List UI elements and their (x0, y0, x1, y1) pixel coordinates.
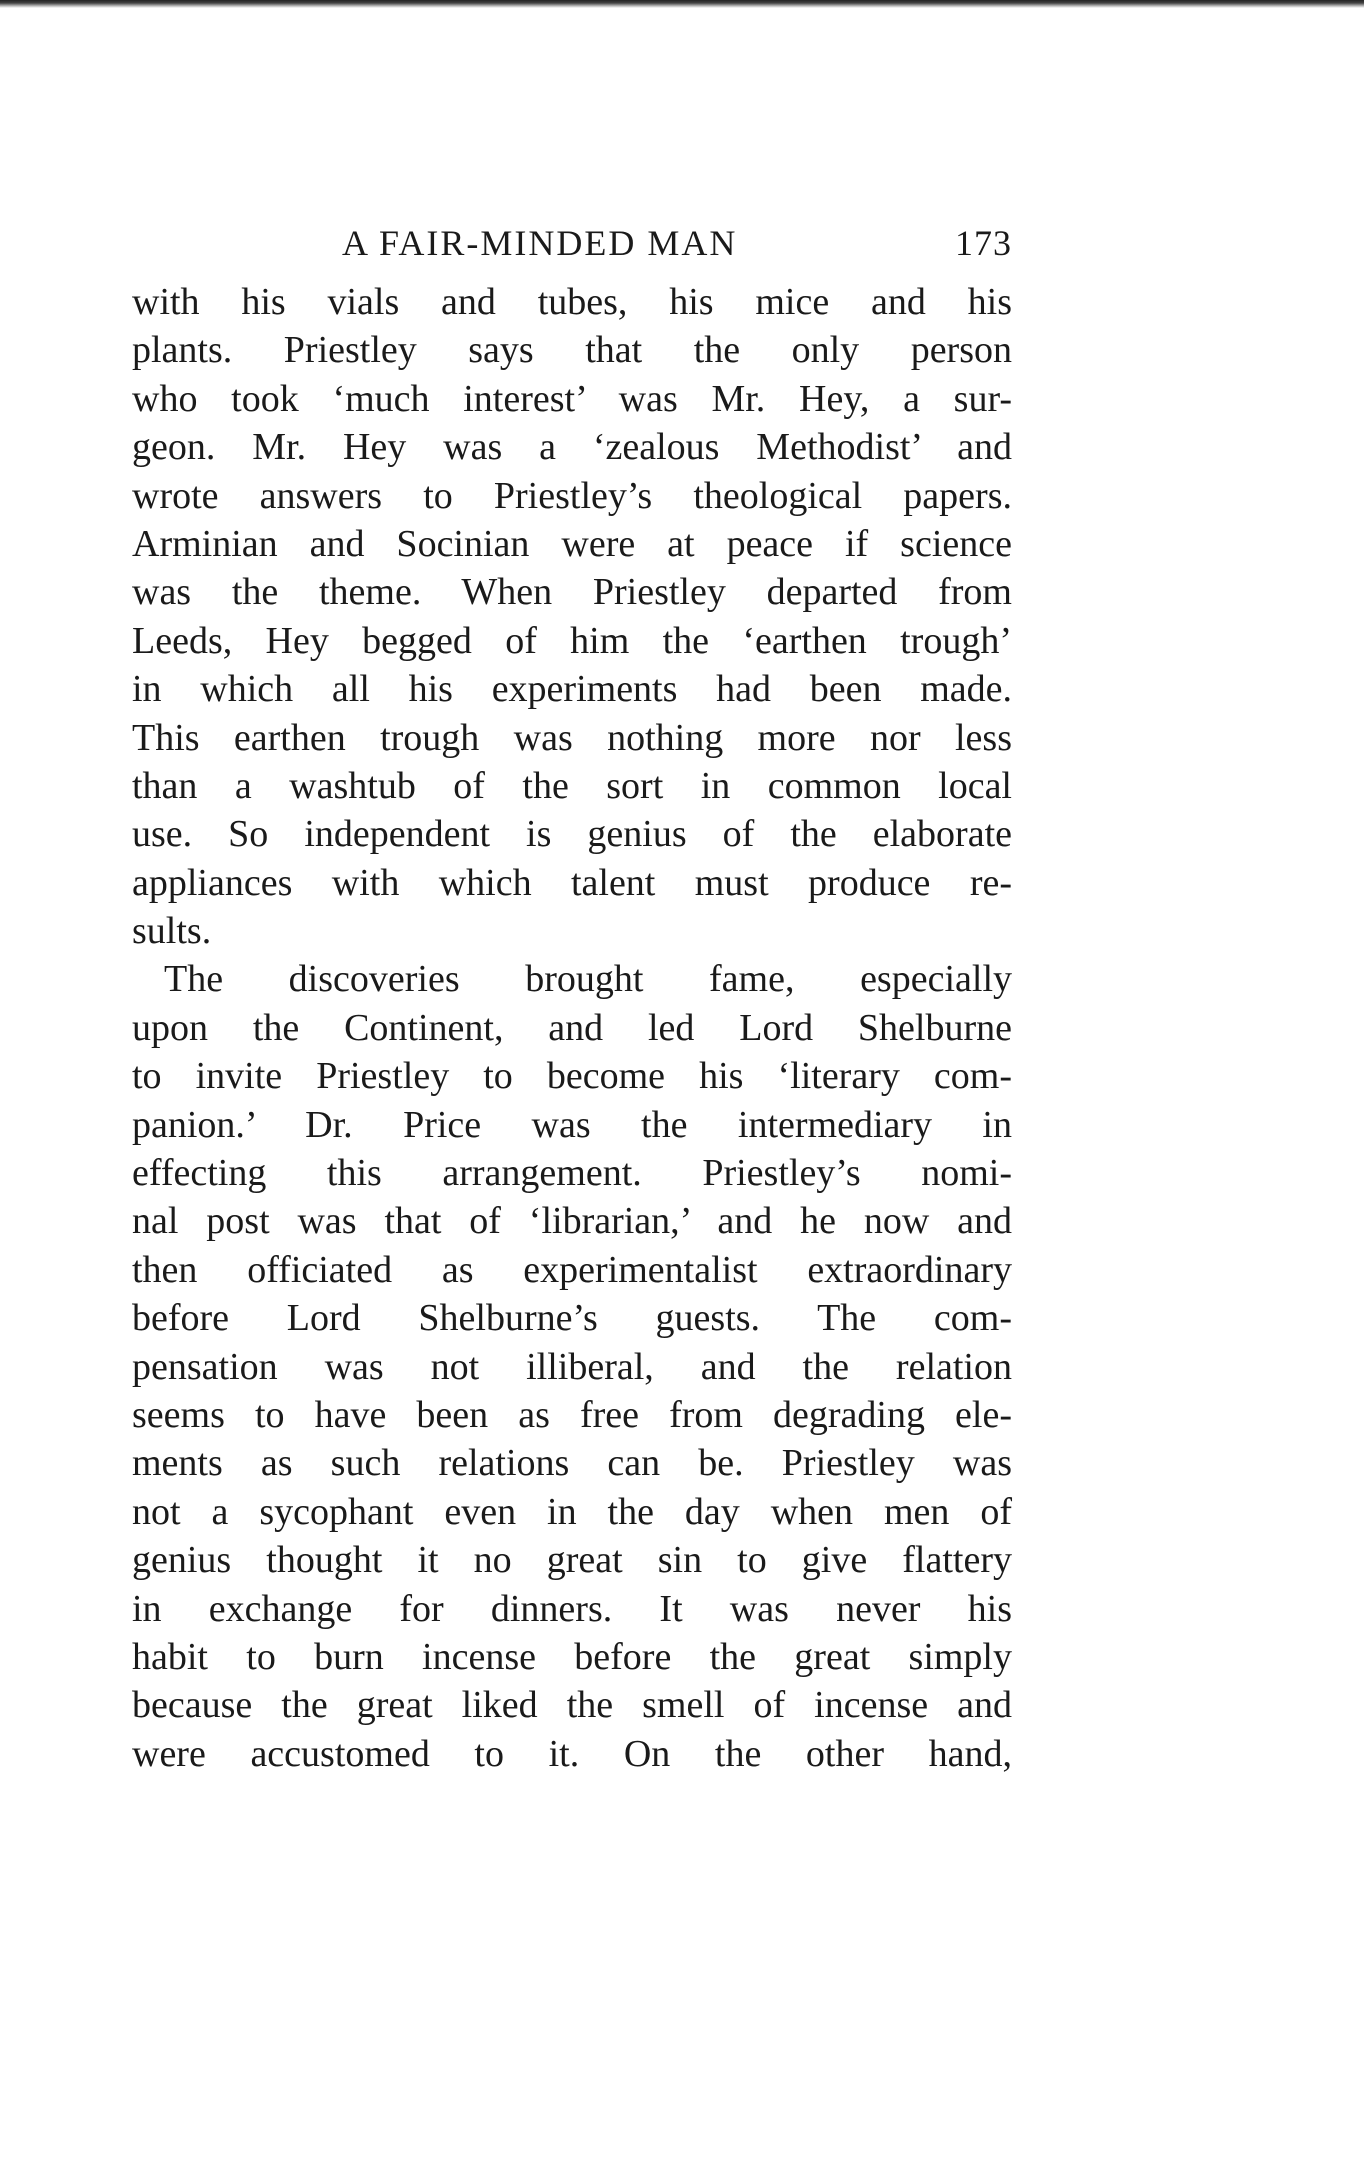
paragraph-2 (132, 955, 1012, 1778)
body-text (132, 278, 1012, 1778)
text-line: pensation was not illiberal, and the relation (132, 1345, 1012, 1388)
paragraph-1 (132, 278, 1012, 955)
text-line: effecting this arrangement. Priestley’s nomi- (132, 1152, 1012, 1195)
running-head (132, 222, 1012, 278)
text-line: was the theme. When Priestley departed from (132, 571, 1012, 614)
text-line: upon the Continent, and led Lord Shelburne (132, 1006, 1012, 1049)
text-line: in which all his experiments had been made. (132, 668, 1012, 711)
text-line: wrote answers to Priestley’s theological papers. (132, 474, 1012, 517)
text-line: in exchange for dinners. It was never his (132, 1587, 1012, 1630)
text-line: geon. Mr. Hey was a ‘zealous Methodist’ and (132, 426, 1012, 469)
text-line: who took ‘much interest’ was Mr. Hey, a sur- (132, 377, 1012, 420)
running-title: A FAIR-MINDED MAN (342, 223, 738, 263)
text-line: The discoveries brought fame, especially (164, 958, 1012, 1001)
text-line: ments as such relations can be. Priestley was (132, 1442, 1012, 1485)
page-number: 173 (955, 223, 1012, 263)
text-line: Leeds, Hey begged of him the ‘earthen trough’ (132, 619, 1012, 662)
text-line: nal post was that of ‘librarian,’ and he now and (132, 1200, 1012, 1243)
text-line: panion.’ Dr. Price was the intermediary in (132, 1103, 1012, 1146)
text-line: before Lord Shelburne’s guests. The com- (132, 1297, 1012, 1340)
book-page (132, 222, 1012, 1778)
text-line: Arminian and Socinian were at peace if science (132, 522, 1012, 565)
text-line: with his vials and tubes, his mice and his (132, 281, 1012, 323)
text-line: to invite Priestley to become his ‘literary com- (132, 1055, 1012, 1098)
text-line: genius thought it no great sin to give flattery (132, 1539, 1012, 1582)
text-line: This earthen trough was nothing more nor less (132, 716, 1012, 759)
text-line: use. So independent is genius of the elaborate (132, 813, 1012, 856)
text-line: seems to have been as free from degrading ele- (132, 1393, 1012, 1436)
text-line: appliances with which talent must produce re- (132, 861, 1012, 904)
text-line: then officiated as experimentalist extraordinary (132, 1248, 1012, 1291)
text-line: than a washtub of the sort in common local (132, 764, 1012, 807)
text-line: were accustomed to it. On the other hand, (132, 1732, 1012, 1775)
text-line: sults. (132, 910, 212, 953)
text-line: because the great liked the smell of incense and (132, 1684, 1012, 1727)
page-top-edge (0, 0, 1364, 8)
text-line: not a sycophant even in the day when men of (132, 1490, 1012, 1533)
text-line: habit to burn incense before the great simply (132, 1635, 1012, 1678)
text-line: plants. Priestley says that the only person (132, 329, 1012, 372)
